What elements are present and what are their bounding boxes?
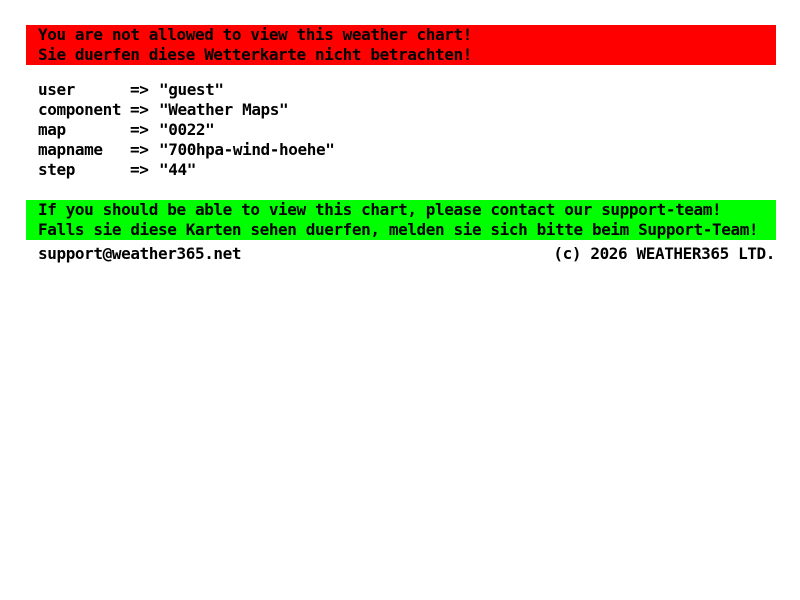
footer [38,244,775,264]
detail-key-user: user [38,80,75,99]
detail-key-mapname: mapname [38,140,103,159]
error-message-english: You are not allowed to view this weather chart! [38,25,472,44]
copyright-notice: (c) 2026 WEATHER365 LTD. [553,244,775,263]
error-message-german: Sie duerfen diese Wetterkarte nicht betrachten! [38,45,472,64]
detail-key-map: map [38,120,66,139]
detail-row-mapname [38,140,334,160]
detail-key-component: component [38,100,122,119]
detail-row-user [38,80,334,100]
detail-value-map: "0022" [159,120,215,139]
support-email: support@weather365.net [38,244,242,263]
error-banner [26,25,776,65]
arrow-glyph: => [130,80,149,99]
detail-row-map [38,120,334,140]
arrow-glyph: => [130,140,149,159]
detail-row-step [38,160,334,180]
detail-value-step: "44" [159,160,196,179]
support-banner [26,200,776,240]
detail-value-component: "Weather Maps" [159,100,289,119]
detail-key-step: step [38,160,75,179]
arrow-glyph: => [130,120,149,139]
detail-value-mapname: "700hpa-wind-hoehe" [159,140,335,159]
support-message-german: Falls sie diese Karten sehen duerfen, melden sie sich bitte beim Support-Team! [38,220,759,239]
detail-row-component [38,100,334,120]
request-details [38,80,334,180]
detail-value-user: "guest" [159,80,224,99]
arrow-glyph: => [130,100,149,119]
arrow-glyph: => [130,160,149,179]
support-message-english: If you should be able to view this chart, please contact our support-team! [38,200,722,219]
